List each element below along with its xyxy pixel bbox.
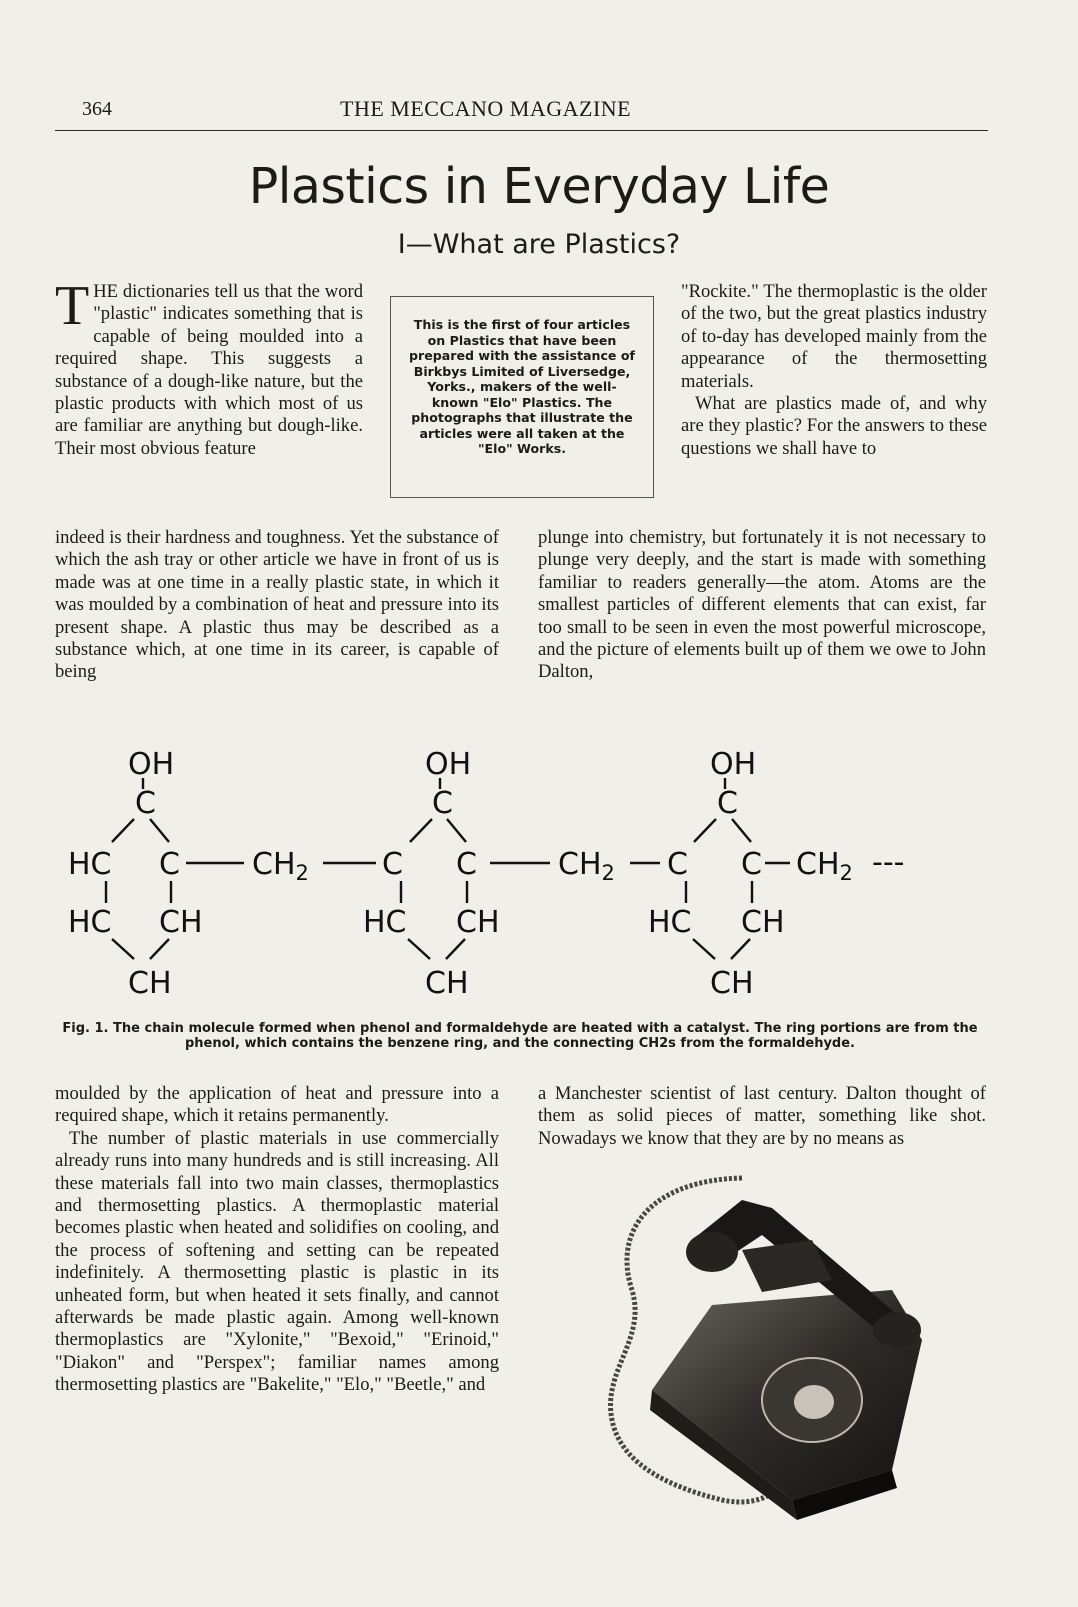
svg-text:HC: HC (363, 905, 407, 940)
col3-paragraph-2: What are plastics made of, and why are they plastic? For the answers to these questions we shall have to (681, 393, 987, 459)
column-left-bottom (55, 1083, 499, 1397)
svg-text:CH: CH (456, 905, 500, 940)
svg-text:C: C (382, 847, 403, 882)
svg-text:CH: CH (425, 966, 469, 1001)
article-subtitle: I—What are Plastics? (397, 229, 681, 260)
drop-cap: T (55, 275, 90, 337)
svg-text:C: C (135, 786, 156, 821)
column-left-top (55, 275, 363, 460)
svg-text:C: C (717, 786, 738, 821)
ring-unit-3 (648, 747, 904, 1001)
svg-text:OH: OH (425, 747, 472, 782)
bottom-left-paragraph-1: moulded by the application of heat and pressure into a required shape, which it retains permanently. (55, 1083, 499, 1127)
column-right-mid: plunge into chemistry, but fortunately it is not necessary to plunge very deeply, and the start is made with something familiar to readers generally—the atom. Atoms are the smallest particles of different elements that can exist, far too small to be seen in even the most powerful microscope, and the picture of elements built up of them we owe to John Dalton, (538, 527, 986, 683)
svg-text:CH: CH (741, 905, 785, 940)
svg-text:C: C (741, 847, 762, 882)
figure-caption: Fig. 1. The chain molecule formed when phenol and formaldehyde are heated with a catalyst. The ring portions are from the phenol, which contains the benzene ring, and the connecting CH2s from the formaldehyde. (62, 1021, 978, 1051)
svg-text:CH2: $CH_2$ (252, 847, 309, 885)
svg-text:C: C (667, 847, 688, 882)
ring-unit-2 (363, 747, 660, 1001)
col3-paragraph-1: "Rockite." The thermoplastic is the older of the two, but the great plastics industry of to-day has developed mainly from the appearance of the thermosetting materials. (681, 281, 987, 392)
telephone-photo (592, 1170, 952, 1530)
ring-unit-1 (68, 747, 376, 1001)
svg-text:CH2: $CH_2$ (796, 847, 853, 885)
svg-text:CH2: $CH_2$ (558, 847, 615, 885)
svg-text:CH: CH (128, 966, 172, 1001)
bottom-left-paragraph-2: The number of plastic materials in use commercially already runs into many hundreds and is still increasing. All these materials fall into two main classes, thermoplastics and thermosetting plastics. A thermoplastic material becomes plastic when heated and solidifies on cooling, and the process of softening and setting can be repeated indefinitely. A thermosetting plastic is plastic in its unheated form, but when heated it sets finally, and cannot afterwards be made plastic again. Among well-known thermoplastics are "Xylonite," "Bexoid," "Erinoid," "Diakon" and "Perspex"; familiar names among thermosetting plastics are "Bakelite," "Elo," "Beetle," and (55, 1127, 499, 1396)
note-box-text: This is the first of four articles on Plastics that have been prepared with the assistance of Birkbys Limited of Liversedge, Yorks., makers of the well-known "Elo" Plastics. The photographs that illustrate the articles were all taken at the "Elo" Works. (409, 317, 635, 456)
svg-text:C: C (456, 847, 477, 882)
note-box (390, 296, 654, 498)
svg-text:C: C (432, 786, 453, 821)
header-rule (55, 130, 988, 131)
svg-text:OH: OH (128, 747, 175, 782)
intro-text: HE dictionaries tell us that the word "plastic" indicates something that is capable of being moulded into a required shape. This suggests a substance of a dough-like nature, but the plastic products with which most of us are familiar are anything but dough-like. Their most obvious feature (55, 281, 363, 459)
column-right-bottom: a Manchester scientist of last century. Dalton thought of them as solid pieces of matter, something like shot. Nowadays we know that they are by no means as (538, 1083, 986, 1149)
svg-text:C: C (159, 847, 180, 882)
svg-text:OH: OH (710, 747, 757, 782)
column-right-top (681, 281, 987, 460)
chain-molecule-diagram (60, 745, 980, 1015)
magazine-title: THE MECCANO MAGAZINE (340, 96, 632, 121)
svg-text:CH: CH (710, 966, 754, 1001)
svg-text:CH: CH (159, 905, 203, 940)
article-title: Plastics in Everyday Life (248, 158, 830, 215)
svg-text:---: --- (872, 845, 905, 880)
svg-text:HC: HC (68, 847, 112, 882)
column-left-mid: indeed is their hardness and toughness. Yet the substance of which the ash tray or other article we have in front of us is made was at one time in a really plastic state, in which it was moulded by a combination of heat and pressure into its present shape. A plastic thus may be described as a substance which, at one time in its career, is capable of being (55, 527, 499, 683)
page-number: 364 (82, 98, 112, 120)
svg-text:HC: HC (68, 905, 112, 940)
svg-text:HC: HC (648, 905, 692, 940)
